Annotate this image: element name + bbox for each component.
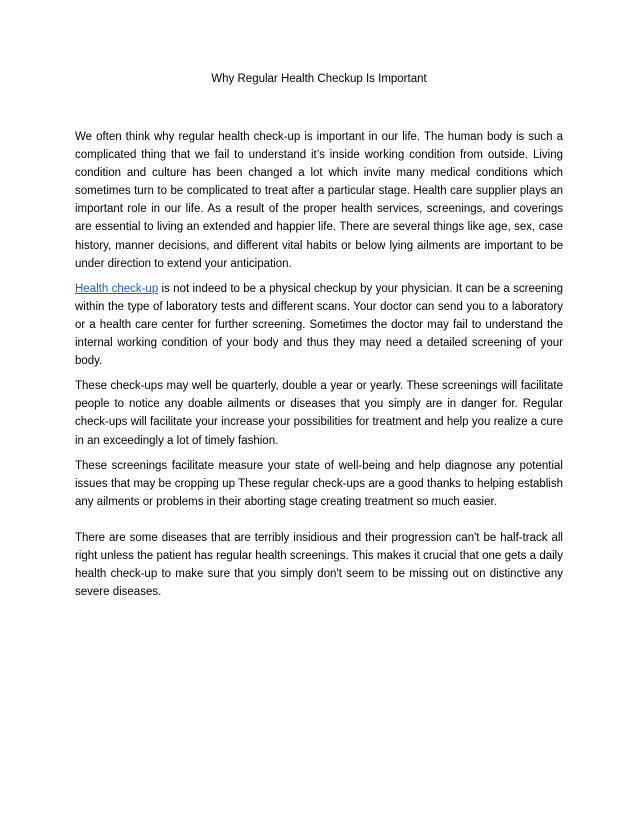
paragraph-1: We often think why regular health check-up is important in our life. The human body is such a complicated thing that we fail to understand it’s inside working condition from outside. Living condition and culture has been changed a lot which invite many medical conditions which sometimes turn to be complicated to treat after a particular stage. Health care supplier plays an important role in our life. As a result of the proper health services, screenings, and coverings are essential to living an extended and happier life. There are several things like age, sex, case history, manner decisions, and different vital habits or below lying ailments are important to be under direction to extend your anticipation. (75, 131, 563, 270)
document-title: Why Regular Health Checkup Is Important (211, 73, 427, 85)
paragraph-2-text: is not indeed to be a physical checkup by your physician. It can be a screening within the type of laboratory tests and different scans. Your doctor can send you to a laboratory or a health care center for further screening. Sometimes the doctor may fail to understand the internal working condition of your body and thus they may need a detailed screening of your body. (75, 282, 563, 368)
paragraph-2 (75, 280, 563, 370)
paragraph-3: These check-ups may well be quarterly, double a year or yearly. These screenings will facilitate people to notice any doable ailments or diseases that you simply are in danger for. Regular check-ups will facilitate your increase your possibilities for treatment and help you realize a cure in an exceedingly a lot of timely fashion. (75, 380, 563, 447)
health-check-up-link[interactable]: Health check-up (75, 282, 159, 295)
paragraph-5: There are some diseases that are terribly insidious and their progression can't be half-track all right unless the patient has regular health screenings. This makes it crucial that one gets a daily health check-up to make sure that you simply don't seem to be missing out on distinctive any severe diseases. (75, 531, 563, 599)
paragraph-4: These screenings facilitate measure your state of well-being and help diagnose any potential issues that may be cropping up These regular check-ups are a good thanks to helping establish any ailments or problems in their aborting stage creating treatment so much easier. (75, 459, 563, 508)
document-body (75, 128, 563, 601)
